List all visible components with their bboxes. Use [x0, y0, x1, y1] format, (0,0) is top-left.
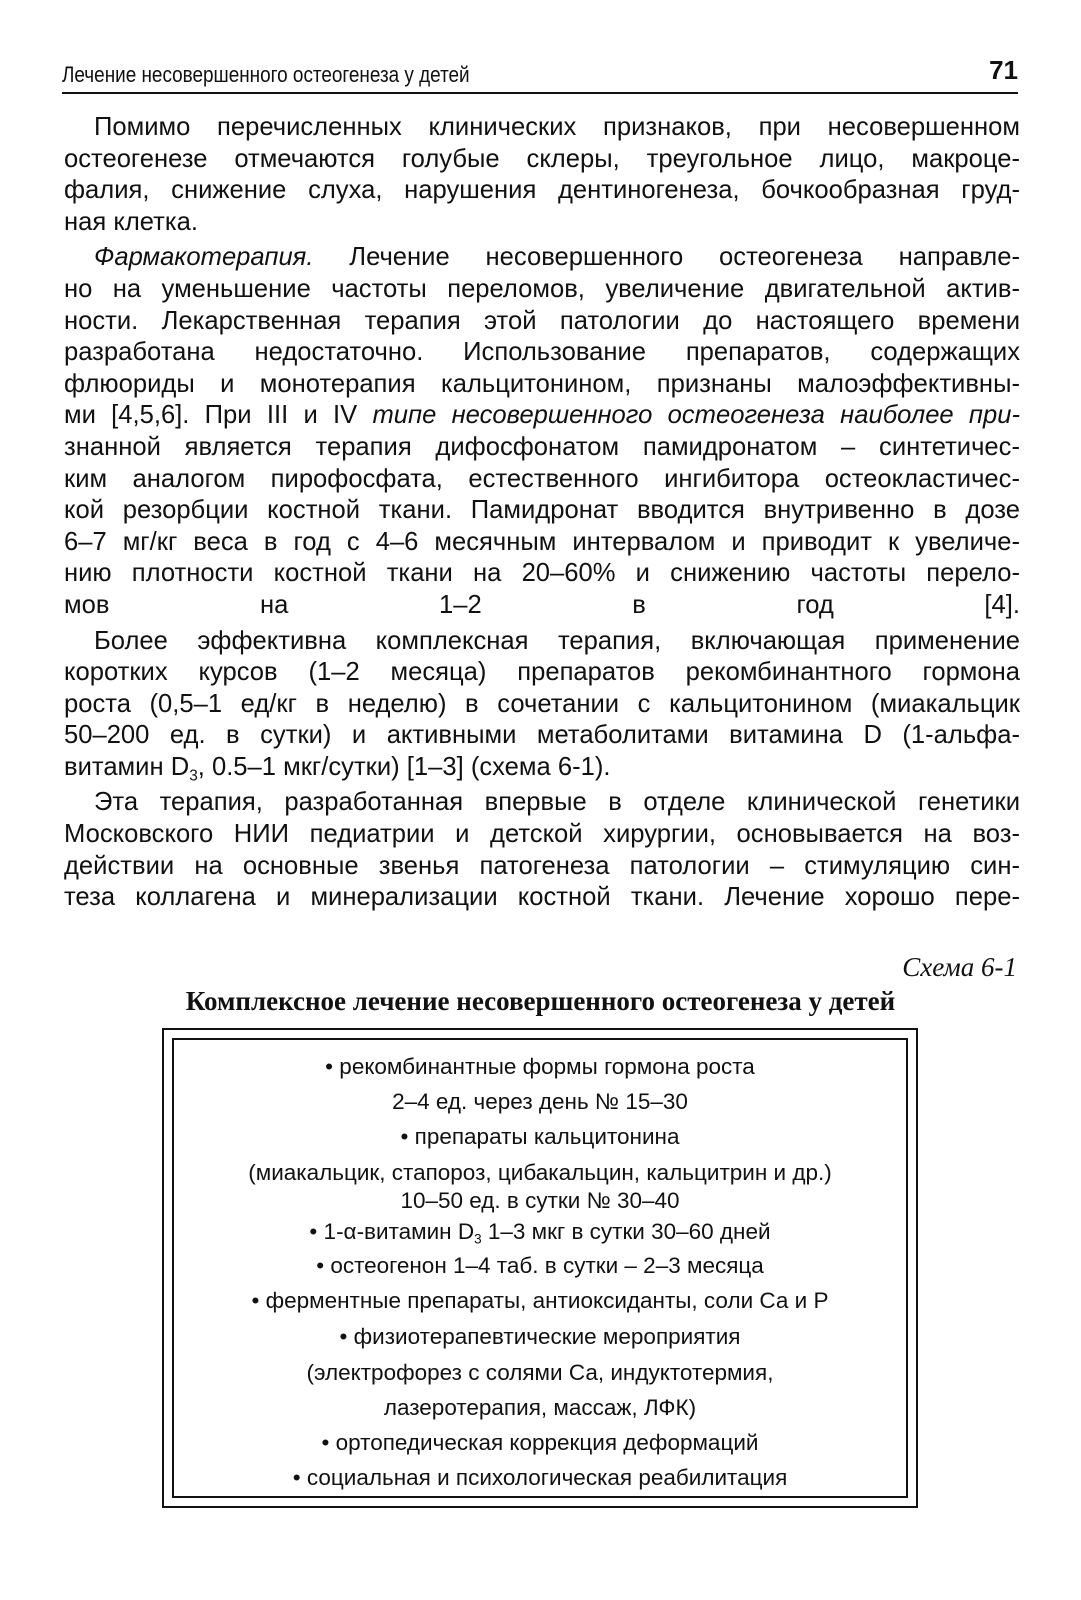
schema-item: (миакальцик, стапороз, цибакальцин, кальцитрин и др.) [248, 1160, 832, 1185]
paragraph [64, 242, 1020, 621]
schema-item: 10–50 ед. в сутки № 30–40 [400, 1188, 680, 1213]
text-line: нию плотности костной ткани на 20–60% и снижению частоты перело- [64, 559, 1020, 588]
schema-item: лазеротерапия, массаж, ЛФК) [383, 1395, 697, 1420]
text-line: разработана недостаточно. Использование препаратов, содержащих [64, 338, 1020, 367]
schema-item: • ферментные препараты, антиоксиданты, соли Са и Р [251, 1288, 829, 1313]
text-line [64, 752, 1020, 784]
section-lead: Фармакотерапия. [94, 243, 314, 272]
text-line: роста (0,5–1 ед/кг в неделю) в сочетании с кальцитонином (миакальцик [64, 689, 1020, 718]
schema-box-inner [172, 1038, 908, 1498]
schema-box [162, 1028, 918, 1508]
text-line: мов на 1–2 в год [4]. [64, 590, 1020, 619]
subscript: 3 [189, 767, 198, 785]
text-line: теза коллагена и минерализации костной ткани. Лечение хорошо пере- [64, 883, 1020, 912]
text-line: ная клетка. [64, 207, 198, 236]
text-line: ким аналогом пирофосфата, естественного ингибитора остеокластичес- [64, 464, 1020, 493]
text-line: Московского НИИ педиатрии и детской хирургии, основывается на воз- [64, 820, 1020, 849]
schema-item: • физиотерапевтические мероприятия [339, 1324, 741, 1349]
schema-item: • рекомбинантные формы гормона роста [325, 1054, 755, 1079]
page-number: 71 [989, 55, 1018, 85]
schema-item-text: • 1-α-витамин D [309, 1219, 475, 1244]
schema-item [174, 1219, 906, 1245]
text-line: Более эффективна комплексная терапия, включающая применение [94, 626, 1020, 655]
text-line: но на уменьшение частоты переломов, увеличение двигательной актив- [64, 274, 1020, 303]
text-line: флюориды и монотерапия кальцитонином, признаны малоэффективны- [64, 369, 1020, 398]
schema-item: • ортопедическая коррекция деформаций [321, 1430, 759, 1455]
schema-item: • остеогенон 1–4 таб. в сутки – 2–3 месяца [316, 1253, 764, 1278]
text-line: действии на основные звенья патогенеза патологии – стимуляцию син- [64, 851, 1020, 880]
paragraph [64, 787, 1020, 913]
schema-item-text: 1–3 мкг в сутки 30–60 дней [481, 1219, 771, 1244]
page-header [62, 52, 1018, 94]
text-line: Эта терапия, разработанная впервые в отделе клинической генетики [94, 788, 1020, 817]
schema-item: (электрофорез с солями Са, индуктотермия, [306, 1360, 774, 1385]
text-line: ности. Лекарственная терапия этой патологии до настоящего времени [64, 306, 1020, 335]
text-fragment-italic: типе несовершенного остеогенеза наиболее при- [372, 401, 1020, 430]
text-line [64, 400, 1020, 432]
text-fragment: Лечение несовершенного остеогенеза направле- [313, 243, 1020, 272]
text-line: знанной является терапия дифосфонатом памидронатом – синтетичес- [64, 432, 1020, 461]
text-line: кой резорбции костной ткани. Памидронат вводится внутривенно в дозе [64, 496, 1020, 525]
schema-item: • препараты кальцитонина [400, 1124, 680, 1149]
body-text [64, 112, 1020, 918]
schema-item: • социальная и психологическая реабилитация [292, 1465, 788, 1490]
text-line: остеогенезе отмечаются голубые склеры, треугольное лицо, макроце- [64, 144, 1020, 173]
paragraph [64, 626, 1020, 784]
subscript: 3 [474, 1231, 482, 1247]
text-line: 6–7 мг/кг веса в год с 4–6 месячным интервалом и приводит к увеличе- [64, 527, 1020, 556]
text-fragment: ми [4,5,6]. При III и IV [64, 401, 373, 430]
paragraph [64, 112, 1020, 238]
text-line: Помимо перечисленных клинических признаков, при несовершенном [94, 113, 1020, 141]
running-title: Лечение несовершенного остеогенеза у детей [62, 62, 470, 87]
text-line [64, 242, 1020, 274]
schema-label: Схема 6-1 [902, 952, 1017, 982]
text-fragment: витамин D [64, 752, 190, 781]
text-line: фалия, снижение слуха, нарушения дентиногенеза, бочкообразная груд- [64, 176, 1020, 205]
text-fragment: , 0.5–1 мкг/сутки) [1–3] (схема 6-1). [197, 752, 611, 781]
schema-item: 2–4 ед. через день № 15–30 [392, 1089, 688, 1114]
text-line: 50–200 ед. в сутки) и активными метаболитами витамина D (1-альфа- [64, 721, 1020, 750]
schema-title: Комплексное лечение несовершенного остеогенеза у детей [185, 986, 896, 1016]
text-line: коротких курсов (1–2 месяца) препаратов рекомбинантного гормона [64, 658, 1020, 687]
